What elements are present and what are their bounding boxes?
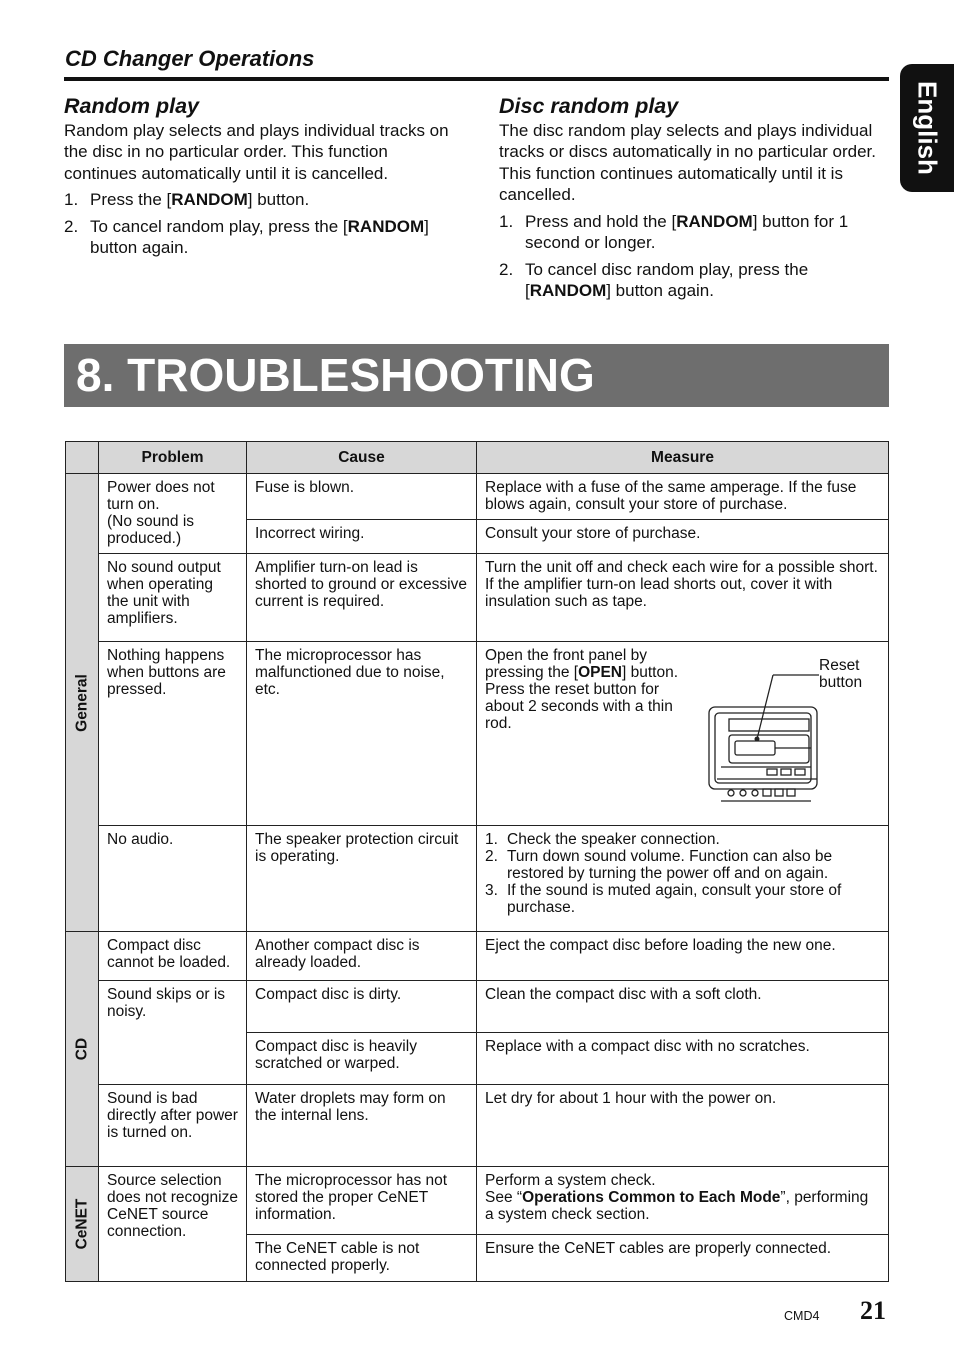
step-text: ] button. [247,190,310,209]
list-item [485,848,880,882]
cross-reference: Operations Common to Each Mode [522,1189,781,1206]
measure-cell: Eject the compact disc before loading the new one. [477,932,889,981]
measure-cell: Replace with a compact disc with no scratches. [477,1033,889,1085]
measure-cell: Replace with a fuse of the same amperage. If the fuse blows again, consult your store of purchase. [477,474,889,520]
measure-cell: Clean the compact disc with a soft cloth. [477,981,889,1033]
disc-random-play-steps [499,211,884,302]
button-name: OPEN [578,664,622,681]
step-text: Check the speaker connection. [507,831,720,848]
list-item [485,831,880,848]
cause-cell: The CeNET cable is not connected properly. [247,1235,477,1282]
step-number: 2. [499,259,514,279]
page-number: 21 [860,1296,886,1325]
reset-instructions [485,647,697,732]
problem-cell: No audio. [99,826,247,932]
table-row [66,474,889,520]
category-cenet [66,1167,99,1282]
language-tab-label: English [912,81,943,175]
measure-cell: Ensure the CeNET cables are properly connected. [477,1235,889,1282]
problem-cell: Compact disc cannot be loaded. [99,932,247,981]
step-text: ] button again. [90,216,429,257]
table-row [66,932,889,981]
button-name: RANDOM [171,190,248,209]
table-header-row [66,442,889,474]
cause-cell: The microprocessor has not stored the proper CeNET information. [247,1167,477,1235]
random-play-intro: Random play selects and plays individual tracks on the disc in no particular order. This function continues automatically until it is cancelled. [64,120,449,183]
unit-reset-illustration [707,667,823,807]
cause-cell: The microprocessor has malfunctioned due to noise, etc. [247,642,477,826]
list-item [485,882,880,916]
step-number: 2. [485,848,498,865]
reset-button-dot [755,737,760,742]
step-number: 1. [485,831,498,848]
measure-text: ] button. Press the reset button for about 2 seconds with a thin rod. [485,664,679,732]
corner-cell [66,442,99,474]
table-row [66,642,889,826]
measure-text: Open the front panel by pressing the [ [485,647,648,681]
measure-cell [477,826,889,932]
category-label: CeNET [73,1198,91,1250]
table-row [66,554,889,642]
cause-cell: Amplifier turn-on lead is shorted to ground or excessive current is required. [247,554,477,642]
section-divider [64,77,889,81]
step-number: 3. [485,882,498,899]
random-play-section [64,96,454,264]
category-general [66,474,99,932]
cause-cell: Compact disc is dirty. [247,981,477,1033]
measure-text: See “ [485,1189,523,1206]
category-label: CD [73,1037,91,1061]
step-text: Press and hold the [ [525,211,677,231]
model-code: CMD4 [784,1309,820,1323]
step-text: To cancel random play, press the [ [90,216,348,236]
step-text: ] button for 1 second or longer. [525,211,849,252]
random-play-step [64,189,454,211]
measure-cell: Turn the unit off and check each wire for a possible short. If the amplifier turn-on lead shorts out, cover it with insulation such as tape. [477,554,889,642]
measure-text: Perform a system check. [485,1172,656,1189]
cause-cell: Compact disc is heavily scratched or warped. [247,1033,477,1085]
disc-random-play-section [499,96,884,307]
table-row [66,1167,889,1235]
table-row [66,826,889,932]
measure-steps [485,831,880,916]
step-text: To cancel disc random play, press the [ [525,259,809,300]
measure-cell: Consult your store of purchase. [477,520,889,554]
step-text: If the sound is muted again, consult your store of purchase. [507,882,842,916]
measure-cell: Let dry for about 1 hour with the power on. [477,1085,889,1167]
column-header-measure: Measure [477,442,889,474]
reset-button-callout: Reset button [819,657,863,691]
step-text: Press the [ [90,190,172,209]
problem-cell: No sound output when operating the unit with amplifiers. [99,554,247,642]
column-header-problem: Problem [99,442,247,474]
problem-cell: Source selection does not recognize CeNET source connection. [99,1167,247,1282]
step-text: ] button again. [606,281,714,300]
cause-cell: The speaker protection circuit is operating. [247,826,477,932]
table-row [66,1085,889,1167]
problem-cell: Sound is bad directly after power is turned on. [99,1085,247,1167]
category-cd [66,932,99,1167]
cause-cell: Another compact disc is already loaded. [247,932,477,981]
cause-cell: Water droplets may form on the internal lens. [247,1085,477,1167]
button-name: RANDOM [529,281,607,300]
random-play-steps [64,189,454,259]
table-row [66,981,889,1033]
troubleshooting-table [65,441,889,1282]
button-name: RANDOM [676,211,753,231]
disc-random-play-intro: The disc random play selects and plays individual tracks or discs automatically in no particular order. This function continues automatically until it is cancelled. [499,120,876,204]
disc-random-play-heading: Disc random play [499,94,679,118]
column-header-cause: Cause [247,442,477,474]
measure-cell [477,1167,889,1235]
section-title: CD Changer Operations [65,46,315,71]
category-label: General [73,673,91,732]
measure-cell [477,642,889,826]
step-number: 1. [64,190,79,209]
disc-random-play-step [499,259,884,302]
disc-random-play-step [499,211,884,254]
random-play-step [64,216,454,259]
problem-cell: Sound skips or is noisy. [99,981,247,1085]
random-play-heading: Random play [64,94,199,118]
step-number: 1. [499,211,514,231]
step-number: 2. [64,216,79,236]
button-name: RANDOM [347,216,425,236]
language-tab [900,64,954,192]
problem-cell: Power does not turn on. (No sound is produced.) [99,474,247,554]
cause-cell: Incorrect wiring. [247,520,477,554]
chapter-banner: 8. TROUBLESHOOTING [64,344,889,407]
cause-cell: Fuse is blown. [247,474,477,520]
step-text: Turn down sound volume. Function can also be restored by turning the power off and on again. [507,848,833,882]
problem-cell: Nothing happens when buttons are pressed. [99,642,247,826]
measure-text: ”, performing a system check section. [485,1189,869,1223]
